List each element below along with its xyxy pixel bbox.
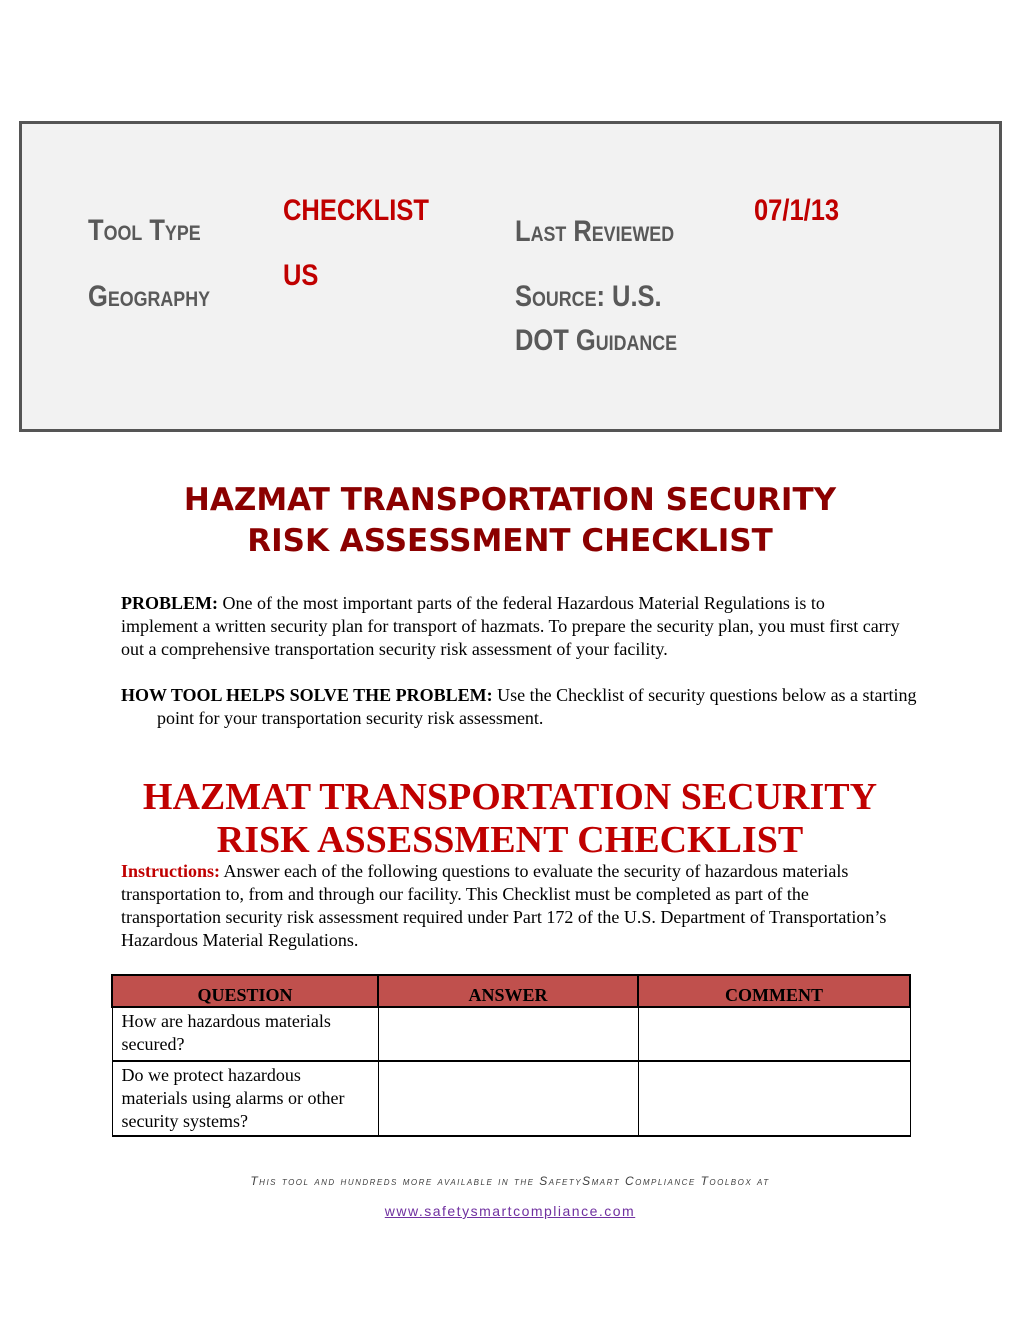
header-question: QUESTION — [112, 975, 378, 1007]
answer-cell[interactable] — [378, 1007, 638, 1061]
question-cell: How are hazardous materials secured? — [112, 1007, 378, 1061]
table-row — [112, 1007, 910, 1061]
page-title-line2: RISK ASSESSMENT CHECKLIST — [247, 523, 773, 559]
footer-text: This tool and hundreds more available in the SafetySmart Compliance Toolbox at — [250, 1174, 770, 1188]
source-line2: DOT Guidance — [515, 324, 678, 357]
checklist-table — [111, 974, 911, 1137]
tool-info-box — [19, 121, 1002, 432]
instructions-text: Answer each of the following questions to evaluate the security of hazardous materials transportation to, from and through our facility. This Checklist must be completed as part of the transportation security risk assessment required under Part 172 of the U.S. Department of Transportation’s Hazardous Material Regulations. — [121, 861, 887, 950]
question-cell: Do we protect hazardous materials using alarms or other security systems? — [112, 1061, 378, 1136]
answer-cell[interactable] — [378, 1061, 638, 1136]
instructions-paragraph — [121, 860, 891, 952]
table-row — [112, 1061, 910, 1136]
header-answer: ANSWER — [378, 975, 638, 1007]
comment-cell[interactable] — [638, 1007, 910, 1061]
source-line1: Source: U.S. — [515, 280, 662, 313]
table-header-row — [112, 975, 910, 1007]
tool-type-value: CHECKLIST — [283, 194, 429, 227]
geography-label: Geography — [88, 280, 211, 313]
problem-paragraph — [121, 592, 901, 661]
checklist-title-line2: RISK ASSESSMENT CHECKLIST — [216, 819, 804, 861]
last-reviewed-value: 07/1/13 — [754, 194, 840, 227]
header-comment: COMMENT — [638, 975, 910, 1007]
how-label: HOW TOOL HELPS SOLVE THE PROBLEM: — [121, 685, 493, 705]
how-paragraph — [121, 684, 917, 730]
checklist-title-line1: HAZMAT TRANSPORTATION SECURITY — [142, 776, 878, 818]
geography-value: US — [283, 259, 319, 292]
tool-type-label: Tool Type — [88, 214, 201, 247]
comment-cell[interactable] — [638, 1061, 910, 1136]
page-title-line1: HAZMAT TRANSPORTATION SECURITY — [183, 482, 837, 518]
problem-label: PROBLEM: — [121, 593, 218, 613]
how-text: Use the Checklist of security questions below as a starting point for your transportation security risk assessment. — [157, 685, 917, 728]
last-reviewed-label: Last Reviewed — [515, 215, 675, 248]
problem-text: One of the most important parts of the federal Hazardous Material Regulations is to implement a written security plan for transport of hazmats. To prepare the security plan, you must first carry out a comprehensive transportation security risk assessment of your facility. — [121, 593, 900, 659]
instructions-label: Instructions: — [121, 861, 221, 881]
footer-link[interactable]: www.safetysmartcompliance.com — [384, 1203, 636, 1219]
